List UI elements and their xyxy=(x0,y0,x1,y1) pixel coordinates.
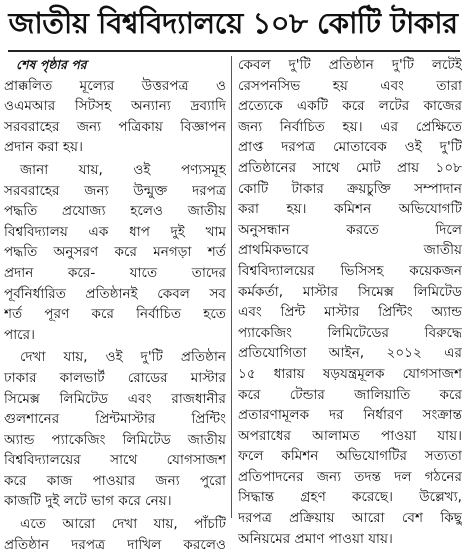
text-line: পদ্ধতি প্রযোজ্য হলেও জাতীয় xyxy=(4,203,226,220)
article-paragraph xyxy=(4,514,226,555)
text-line: প্রতারণামূলক দর নির্ধারণ সংক্রান্ত xyxy=(238,407,462,424)
article-paragraph xyxy=(4,160,226,345)
text-line: প্রাক্কলিত মূল্যের উত্তরপত্র ও xyxy=(4,77,226,94)
text-line: শর্ত পূরণ করে নির্বাচিত হতে xyxy=(4,306,226,323)
text-line: করে টেন্ডার জালিয়াতি করে xyxy=(238,386,462,403)
text-line: প্রতিযোগিতা আইন, ২০১২ এর xyxy=(238,345,462,362)
text-line: প্রতিপাদনের জন্য তদন্ত দল গঠনের xyxy=(238,468,462,485)
text-line: রেসপনসিভ হয় এবং তারা xyxy=(238,77,462,94)
text-line: প্রতিষ্ঠান দরপত্র দাখিল করলেও xyxy=(4,536,226,553)
text-line: পূর্বনির্ধারিত প্রতিষ্ঠানই কেবল সব xyxy=(4,285,226,302)
headline-rule xyxy=(8,50,460,52)
text-line: সরবরাহের জন্য পত্রিকায় বিজ্ঞাপন xyxy=(4,118,226,135)
right-paragraphs xyxy=(238,55,462,549)
continued-from-label: শেষ পৃষ্ঠার পর xyxy=(16,57,87,72)
text-line: জানা যায়, ওই পণ্যসমূহ xyxy=(20,161,226,178)
text-line: এবং প্রিন্ট মাস্টার প্রিন্টিং অ্যান্ড xyxy=(238,304,462,321)
article-paragraph xyxy=(4,76,226,158)
right-column xyxy=(238,55,462,549)
text-line: অ্যান্ড প্যাকেজিং লিমিটেড জাতীয় xyxy=(4,431,226,448)
text-line: কেবল দু'টি প্রতিষ্ঠান দু'টি লটেই xyxy=(238,57,462,73)
text-line: প্রদান করা হয়। xyxy=(4,139,83,156)
article-paragraph xyxy=(4,347,226,512)
text-line: সিদ্ধান্ত গ্রহণ করেছে। উল্লেখ্য, xyxy=(238,489,462,506)
text-line: প্যাকেজিং লিমিটেডের বিরুদ্ধে xyxy=(238,324,462,341)
text-line: কোটি টাকার ক্রয়চুক্তি সম্পাদান xyxy=(238,180,462,197)
text-line: সরবরাহের জন্য উন্মুক্ত দরপত্র xyxy=(4,182,226,199)
text-line: প্রতিষ্ঠানের সাথে মোট প্রায় ১০৮ xyxy=(238,159,462,176)
text-line: ১৫ ধারায় ষড়যন্ত্রমূলক যোগসাজশ xyxy=(238,365,462,382)
text-line: বিশ্ববিদ্যালয় এক ধাপ দুই খাম xyxy=(4,223,226,240)
text-line: গুলশানের প্রিন্টমাস্টার প্রিন্টিং xyxy=(4,411,226,428)
text-line: বিশ্ববিদ্যালয়ের ভিসিসহ কয়েকজন xyxy=(238,262,462,279)
text-line: করা হয়। কমিশন অভিযোগটি xyxy=(238,201,462,218)
text-line: কাজটি দুই লটে ভাগ করে নেয়। xyxy=(4,493,172,510)
text-line: দেখা যায়, ওই দু'টি প্রতিষ্ঠান xyxy=(20,349,226,366)
text-line: বিশ্ববিদ্যালয়ের সাথে যোগসাজশ xyxy=(4,452,226,469)
text-line: ফলে কমিশন অভিযোগটির সত্যতা xyxy=(238,448,462,465)
text-line: পারে। xyxy=(4,326,35,343)
left-column xyxy=(4,55,226,555)
text-line: অনিয়মের প্রমাণ পাওয়া যায়। xyxy=(238,530,393,547)
column-divider xyxy=(231,56,232,518)
text-line: দরপত্র প্রক্রিয়ায় আরো বেশ কিছু xyxy=(238,510,462,527)
text-line: প্রত্যেকে একটি করে লটের কাজের xyxy=(238,98,462,115)
text-line: এতে আরো দেখা যায়, পাঁচটি xyxy=(20,516,226,533)
text-line: সিমেক্স লিমিটেড এবং রাজধানীর xyxy=(4,390,226,407)
text-line: কর্মকর্তা, মাস্টার সিমেক্স লিমিটেড xyxy=(238,283,462,300)
text-line: করে কাজ পাওয়ার জন্য পুরো xyxy=(4,472,226,489)
article-paragraph xyxy=(238,55,462,549)
text-line: প্রদান করে- যাতে তাদের xyxy=(4,264,226,281)
text-line: অপরাধের আলামত পাওয়া যায়। xyxy=(238,427,462,444)
headline: জাতীয় বিশ্ববিদ্যালয়ে ১০৮ কোটি টাকার xyxy=(8,5,458,40)
left-paragraphs xyxy=(4,76,226,555)
text-line: জন্য নির্বাচিত হয়। এর প্রেক্ষিতে xyxy=(238,118,462,135)
text-line: প্রাপ্ত দরপত্র মোতাবেক ওই দু'টি xyxy=(238,139,462,156)
text-line: অনুসন্ধান করতে দিলে xyxy=(238,221,462,238)
text-line: ওএমআর সিটসহ অন্যান্য দ্রব্যাদি xyxy=(4,98,226,115)
text-line: প্রাথমিকভাবে জাতীয় xyxy=(238,242,462,259)
text-line: পদ্ধতি অনুসরণ করে মনগড়া শর্ত xyxy=(4,244,226,261)
text-line: ঢাকার কালভার্ট রোডের মাস্টার xyxy=(4,369,226,386)
